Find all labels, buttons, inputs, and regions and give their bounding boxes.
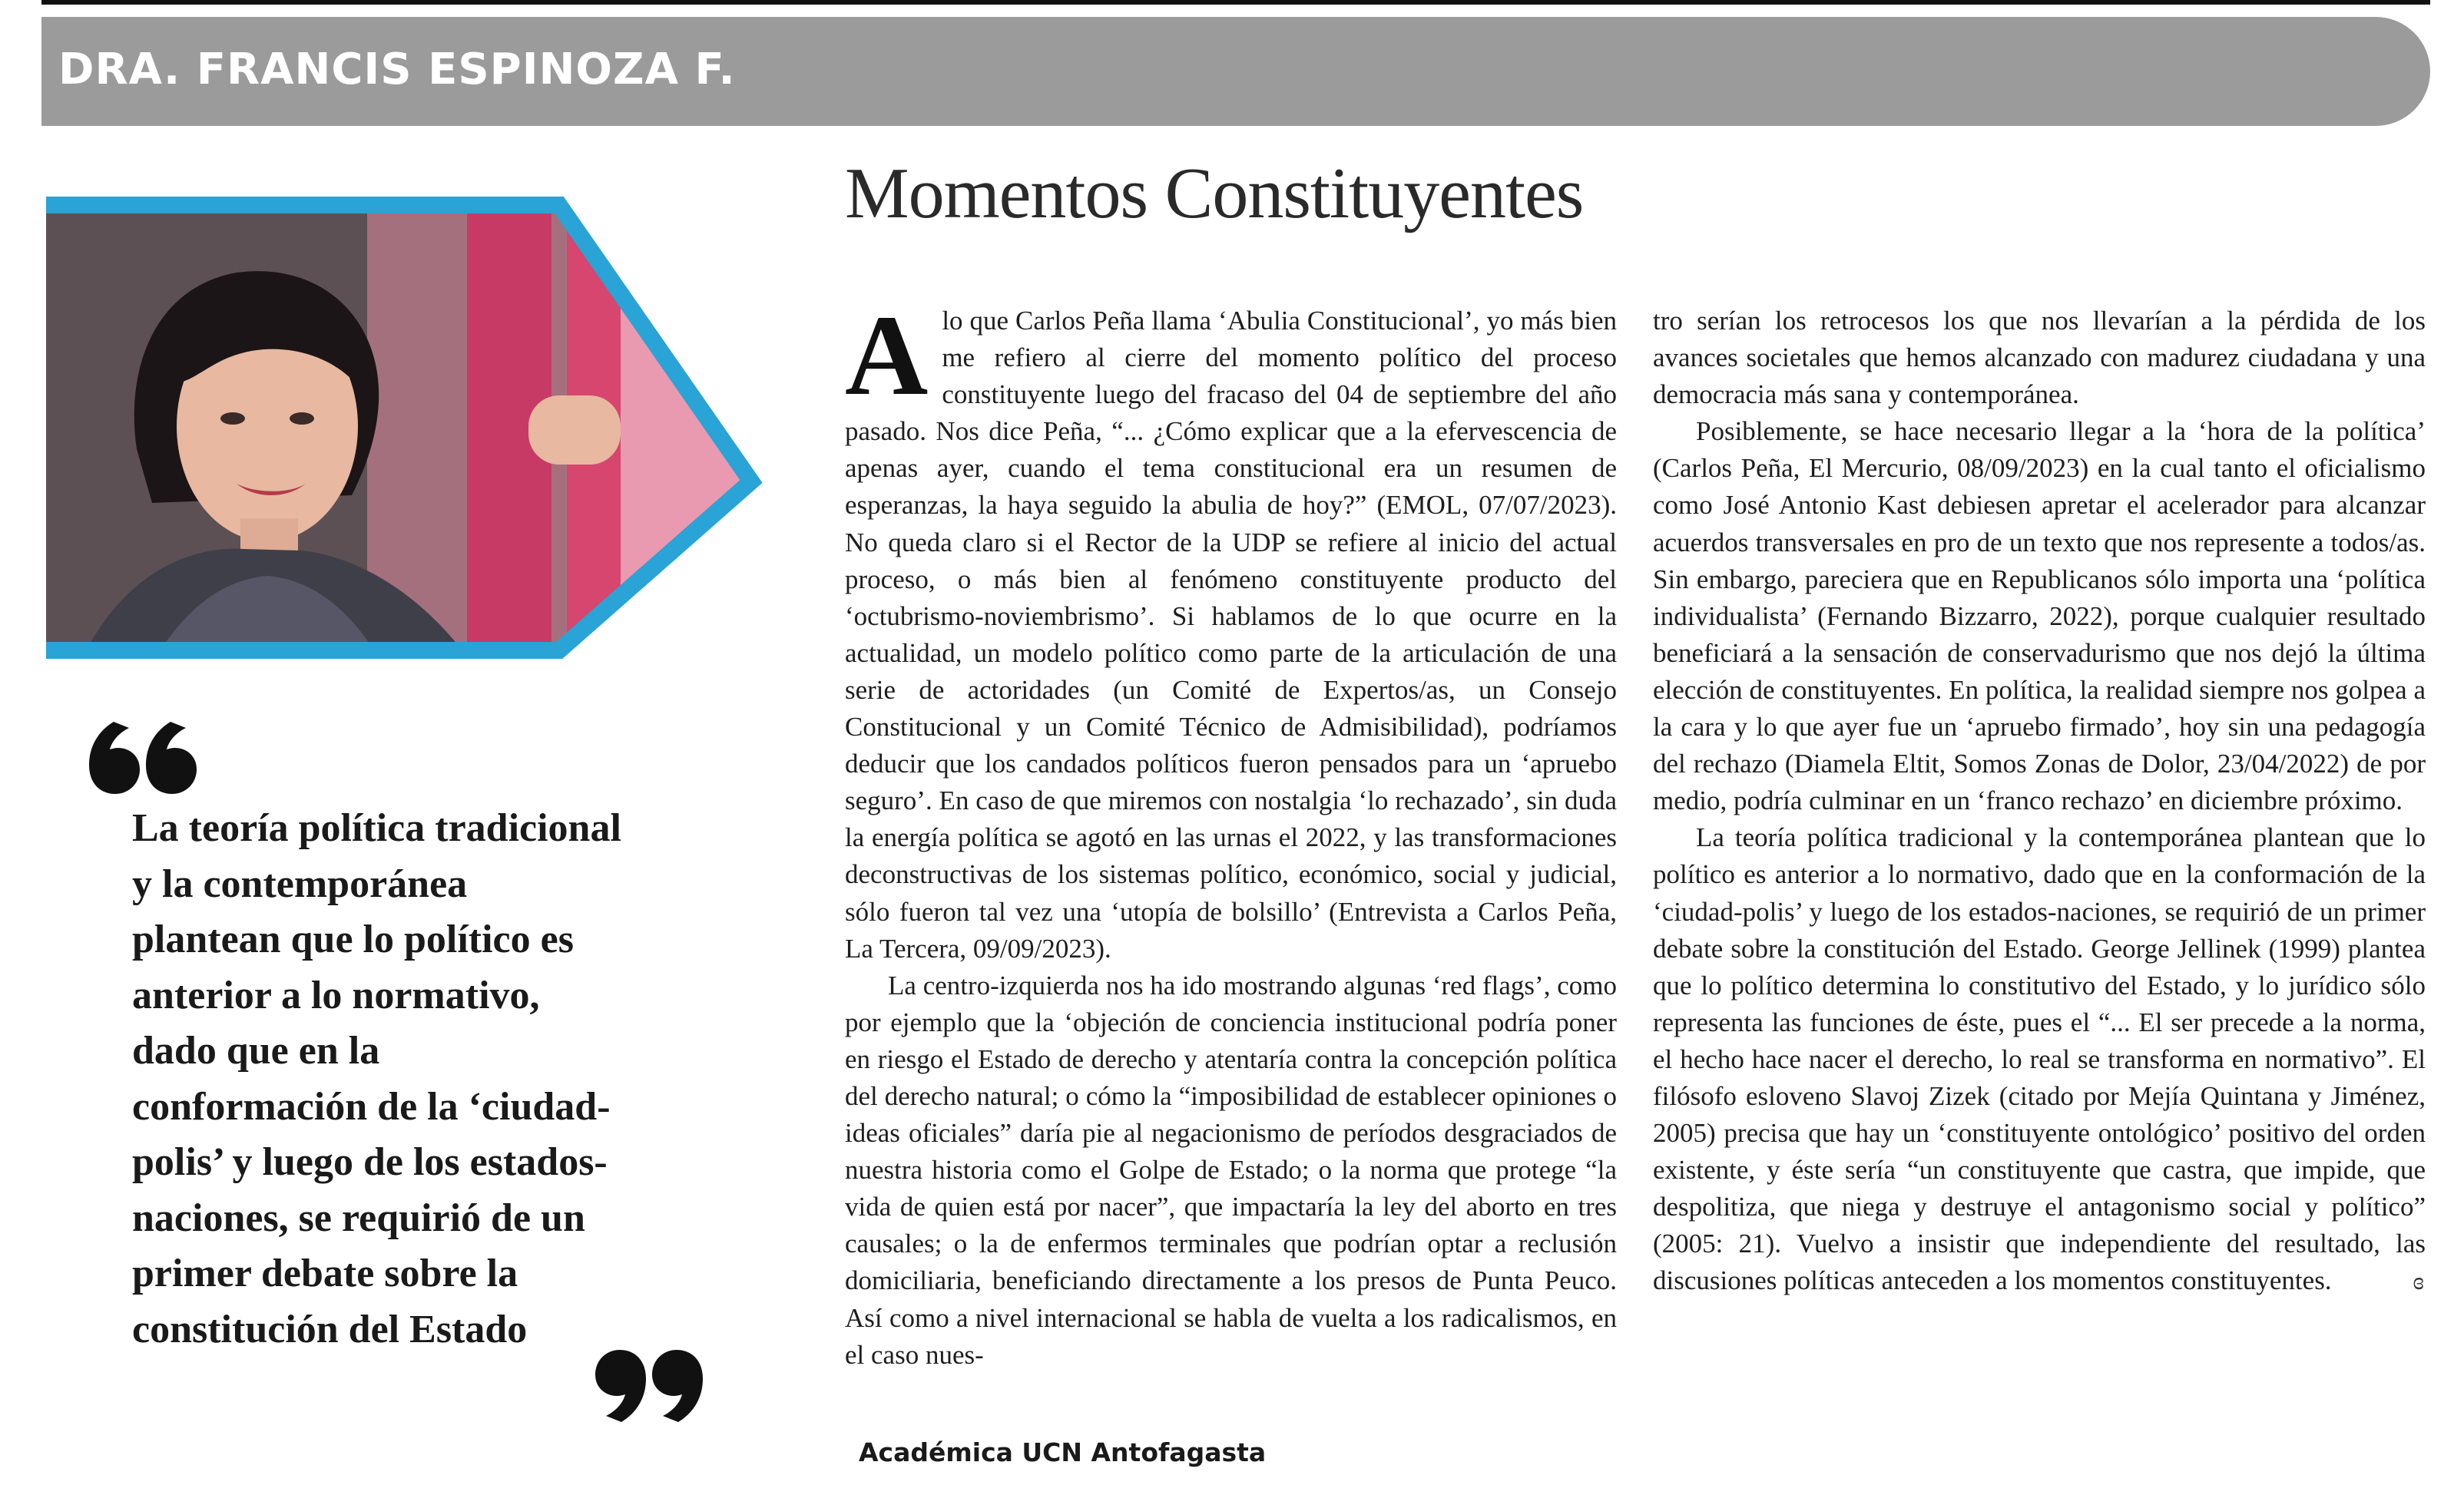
author-portrait-icon (37, 196, 774, 664)
article-paragraph: tro serían los retrocesos los que nos llevarían a la pérdida de los avances societales que hemos alcanzado con madurez ciudadana y una democracia más sana y contemporánea. (1653, 306, 2426, 410)
close-quote-icon (595, 1345, 710, 1430)
article-paragraph: La centro-izquierda nos ha ido mostrando algunas ‘red flags’, como por ejemplo que la ‘objeción de conciencia institucional podría poner en riesgo el Estado de derecho y atentaría contra la concepción política del derecho natural; o cómo la “imposibilidad de establecer opiniones o ideas oficiales” daría pie al negacionismo de períodos desgraciados de nuestra historia como el Golpe de Estado; o la norma que protege “la vida de quien está por nacer”, que impactaría la ley del aborto en tres causales; o la de enfermos terminales que podrían optar a reclusión domiciliaria, beneficiando directamente a los presos de Punta Peuco. Así como a nivel internacional se habla de vuelta a los radicalismos, en el caso nues- (845, 970, 1617, 1370)
end-mark-icon: ɞ (2413, 1267, 2424, 1295)
pull-quote: La teoría política tradicional y la contemporánea plantean que lo político es anterior a lo normativo, dado que en la conformación de la ‘ciudad-polis’ y luego de los estados-naciones, se requirió de un primer debate sobre la constitución del Estado (132, 806, 621, 1351)
paragraph-text: lo que Carlos Peña llama ‘Abulia Constitucional’, yo más bien me refiero al cierre del momento político del proceso constituyente luego del fracaso del 04 de septiembre del año pasado. Nos dice Peña, “... ¿Cómo explicar que a la efervescencia de apenas ayer, cuando el tema constitucional era un resumen de esperanzas, la haya seguido la abulia de hoy?” (EMOL, 07/07/2023). No queda claro si el Rector de la UDP se refiere al inicio del actual proceso, o más bien al fenómeno constituyente producto del ‘octubrismo-noviembrismo’. Si hablamos de lo que ocurre en la actualidad, un modelo político como parte de la articulación de una serie de actoridades (un Comité de Expertos/as, un Consejo Constitucional y un Comité Técnico de Admisibilidad), podríamos deducir que los candados políticos fueron pensados para un ‘apruebo seguro’. En caso de que miremos con nostalgia ‘lo rechazado’, sin duda la energía política se agotó en las urnas el 2022, y las transformaciones deconstructivas de los sistemas político, económico, social y judicial, sólo fueron tal vez una ‘utopía de bolsillo’ (Entrevista a Carlos Peña, La Tercera, 09/09/2023). (845, 306, 1617, 964)
article-title: Momentos Constituyentes (845, 154, 1584, 233)
author-name: DRA. FRANCIS ESPINOZA F. (58, 45, 736, 94)
drop-cap: A (845, 292, 929, 419)
article-paragraph: Posiblemente, se hace necesario llegar a la ‘hora de la política’ (Carlos Peña, El Mercurio, 08/09/2023) en la cual tanto el oficialismo como José Antonio Kast debiesen apretar el acelerador para alcanzar acuerdos transversales en pro de un texto que nos represente a todos/as. Sin embargo, pareciera que en Republicanos sólo importa una ‘política individualista’ (Fernando Bizzarro, 2022), porque cualquier resultado beneficiará a la sensación de conservadurismo que nos dejó la última elección de constituyentes. En política, la realidad siempre nos golpea a la cara y lo que ayer fue un ‘apruebo firmado’, hoy sin una pedagogía del rechazo (Diamela Eltit, Somos Zonas de Dolor, 23/04/2022) de por medio, podría culminar en un ‘franco rechazo’ en diciembre próximo. (1653, 416, 2426, 816)
author-photo (37, 196, 774, 664)
article-paragraph (845, 292, 1617, 967)
author-affiliation: Académica UCN Antofagasta (859, 1437, 1267, 1467)
article-column-2 (1653, 303, 2426, 1300)
paragraph-text: La teoría política tradicional y la contemporánea plantean que lo político es anterior a lo normativo, dado que en la conformación de la ‘ciudad-polis’ y luego de los estados-naciones, se requirió de un primer debate sobre la constitución del Estado. George Jellinek (1999) plantea que lo político determina lo constitutivo del Estado, y lo jurídico sólo representa las funciones de éste, pues el “... El ser precede a la norma, el hecho hace nacer el derecho, lo real se transforma en normativo”. El filósofo esloveno Slavoj Zizek (citado por Mejía Quintana y Jiménez, 2005) precisa que hay un ‘constituyente ontológico’ positivo del orden existente, y éste sería “un constituyente que castra, que impide, que despolitiza, que niega y destruye el antagonismo social y político” (2005: 21). Vuelvo a insistir que independiente del resultado, las discusiones políticas anteceden a los momentos constituyentes. (1653, 822, 2426, 1296)
article-paragraph (1653, 819, 2426, 1299)
top-rule (41, 0, 2430, 5)
author-header-bar (41, 17, 2430, 126)
article-column-1 (845, 292, 1617, 1374)
open-quote-icon (84, 714, 207, 799)
